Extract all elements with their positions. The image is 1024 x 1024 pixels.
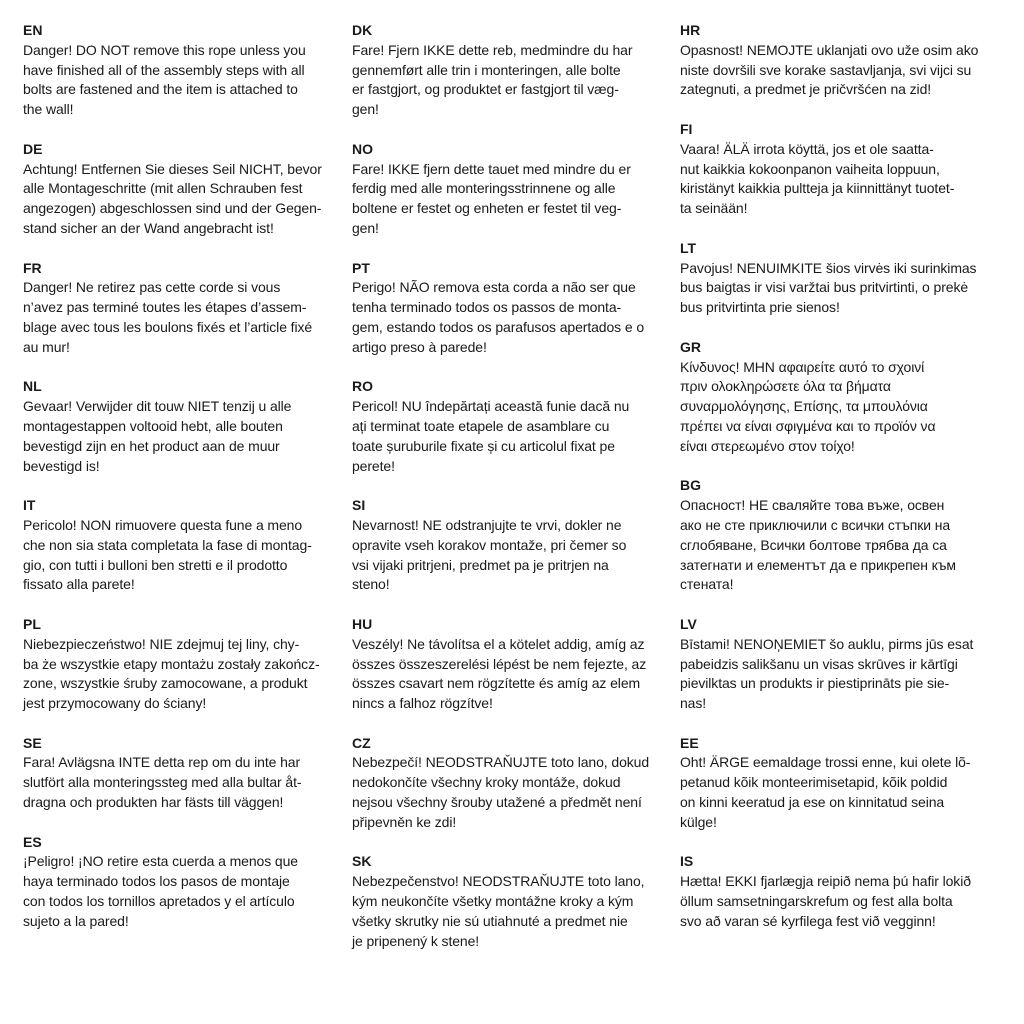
warning-text-line: dragna och produkten har fästs till väggen!	[23, 794, 284, 811]
warning-text-line: Опасност! НЕ сваляйте това въже, освен	[680, 497, 945, 514]
warning-text-line: au mur!	[23, 338, 70, 355]
warning-section-gr	[680, 338, 1010, 457]
warning-section-pt	[352, 259, 682, 358]
language-code: BG	[680, 477, 701, 494]
language-code: FI	[680, 120, 693, 137]
language-code: DE	[23, 140, 43, 157]
warning-text-line: Achtung! Entfernen Sie dieses Seil NICHT, bevor	[23, 160, 322, 177]
warning-section-es	[23, 833, 353, 932]
warning-section-de	[23, 140, 353, 239]
warning-text-line: Niebezpieczeństwo! NIE zdejmuj tej liny, chy-	[23, 635, 300, 652]
language-code: ES	[23, 833, 42, 850]
warning-section-no	[352, 140, 682, 239]
warning-text-line: nedokončíte všechny kroky montáže, dokud	[352, 774, 621, 791]
warning-text-line: blage avec tous les boulons fixés et l’article fixé	[23, 318, 313, 335]
warning-section-nl	[23, 377, 353, 476]
warning-text-line: připevněn ke zdi!	[352, 813, 457, 830]
warning-text-line: Κίνδυνος! ΜΗΝ αφαιρείτε αυτό το σχοινί	[680, 358, 925, 375]
warning-section-dk	[352, 21, 682, 120]
language-code: GR	[680, 338, 701, 355]
warning-text-line: zategnuti, a predmet je pričvršćen na zid!	[680, 81, 932, 98]
warning-text-line: nejsou všechny šrouby utažené a předmět není	[352, 794, 642, 811]
warning-text-line: Pericolo! NON rimuovere questa fune a meno	[23, 516, 303, 533]
language-code: PT	[352, 259, 370, 276]
warning-text-line: Nebezpečenstvo! NEODSTRAŇUJTE toto lano,	[352, 873, 645, 890]
language-code: HU	[352, 615, 373, 632]
warning-text-line: vsi vijaki pritrjeni, predmet pa je pritrjen na	[352, 556, 609, 573]
warning-text-line: ако не сте приключили с всички стъпки на	[680, 516, 951, 533]
warning-section-ro	[352, 377, 682, 476]
language-code: PL	[23, 615, 41, 632]
language-code: SI	[352, 497, 366, 514]
warning-text-line: che non sia stata completata la fase di montag-	[23, 536, 312, 553]
warning-text-line: bevestigd is!	[23, 457, 100, 474]
warning-text-line: con todos los tornillos apretados y el artículo	[23, 893, 295, 910]
warning-section-cz	[352, 734, 682, 833]
language-code: DK	[352, 22, 373, 38]
warning-text-line: slutfört alla monteringssteg med alla bultar åt-	[23, 774, 302, 791]
language-code: EN	[23, 22, 43, 38]
language-code: IT	[23, 497, 36, 514]
warning-text-line: ta seinään!	[680, 200, 748, 217]
warning-section-si	[352, 496, 682, 595]
warning-text-line: összes csavart nem rögzítette és amíg az elem	[352, 675, 641, 692]
warning-section-en	[23, 21, 353, 120]
warning-text-line: jest przymocowany do ściany!	[23, 695, 207, 712]
warning-text-line: er fastgjort, og produktet er fastgjort til væg-	[352, 81, 619, 98]
warning-text-line: ferdig med alle monteringsstrinnene og alle	[352, 180, 616, 197]
warning-section-hr	[680, 21, 1010, 100]
warning-section-it	[23, 496, 353, 595]
warning-text-line: zone, wszystkie śruby zamocowane, a produkt	[23, 675, 308, 692]
warning-text-line: montagestappen voltooid hebt, alle bouten	[23, 417, 283, 434]
warning-text-line: tenha terminado todos os passos de monta-	[352, 299, 622, 316]
warning-text-line: on kinni keeratud ja ese on kinnitatud seina	[680, 794, 945, 811]
warning-text-line: bus baigtas ir visi varžtai bus pritvirtinti, o prekė	[680, 279, 969, 296]
language-code: SE	[23, 734, 42, 751]
warning-text-line: Perigo! NÃO remova esta corda a não ser que	[352, 279, 636, 296]
warning-text-line: Vaara! ÄLÄ irrota köyttä, jos et ole saatta-	[680, 140, 934, 157]
warning-text-line: Danger! DO NOT remove this rope unless you	[23, 41, 306, 58]
warning-text-line: všetky skrutky nie sú utiahnuté a predmet nie	[352, 912, 628, 929]
warning-text-line: πρέπει να είναι σφιγμένα και το προϊόν να	[680, 417, 936, 434]
warning-text-line: Nebezpečí! NEODSTRAŇUJTE toto lano, dokud	[352, 754, 650, 771]
warning-text-line: boltene er festet og enheten er festet til veg-	[352, 200, 622, 217]
warning-text-line: sujeto a la pared!	[23, 912, 129, 929]
warning-text-line: Opasnost! NEMOJTE uklanjati ovo uže osim ako	[680, 41, 979, 58]
column-3	[680, 21, 1010, 951]
warning-text-line: bolts are fastened and the item is attached to	[23, 81, 298, 98]
warning-text-line: öllum samsetningarskrefum og fest alla bolta	[680, 893, 953, 910]
warning-text-line: Pericol! NU îndepărtați această funie dacă nu	[352, 398, 630, 415]
warning-text-line: toate șuruburile fixate și cu articolul fixat pe	[352, 437, 615, 454]
warning-text-line: ¡Peligro! ¡NO retire esta cuerda a menos que	[23, 853, 298, 870]
warning-text-line: fissato alla parete!	[23, 576, 135, 593]
warning-text-line: bevestigd zijn en het product aan de muur	[23, 437, 280, 454]
warning-text-line: затегнати и елементът да е прикрепен към	[680, 556, 956, 573]
warning-text-line: gem, estando todos os parafusos apertados e o	[352, 318, 645, 335]
warning-text-line: συναρμολόγησης, Επίσης, τα μπουλόνια	[680, 398, 928, 415]
warning-text-line: kiristänyt kaikkia pultteja ja kiinnittänyt tuotet-	[680, 180, 955, 197]
warning-text-line: petanud kõik monteerimisetapid, kõik poldid	[680, 774, 948, 791]
warning-text-line: angezogen) abgeschlossen sind und der Gegen-	[23, 200, 322, 217]
warning-text-line: pabeidzis salikšanu un visas skrūves ir kārtīgi	[680, 655, 958, 672]
warning-text-line: haya terminado todos los pasos de montaje	[23, 873, 290, 890]
warning-text-line: Veszély! Ne távolítsa el a kötelet addig, amíg az	[352, 635, 645, 652]
warning-text-line: gen!	[352, 219, 379, 236]
language-code: EE	[680, 734, 699, 751]
warning-text-line: svo að varan sé kyrfilega fest við vegginn!	[680, 912, 936, 929]
warning-section-fr	[23, 259, 353, 358]
warning-text-line: stand sicher an der Wand angebracht ist!	[23, 219, 274, 236]
warning-text-line: n’avez pas terminé toutes les étapes d’assem-	[23, 299, 307, 316]
language-code: NL	[23, 378, 42, 395]
column-1	[23, 21, 353, 951]
warning-text-line: Gevaar! Verwijder dit touw NIET tenzij u alle	[23, 398, 292, 415]
warning-text-line: je pripenený k stene!	[352, 932, 480, 949]
language-code: LT	[680, 239, 697, 256]
warning-text-line: Fare! Fjern IKKE dette reb, medmindre du har	[352, 41, 633, 58]
warning-text-line: Pavojus! NENUIMKITE šios virvės iki surinkimas	[680, 259, 977, 276]
language-code: FR	[23, 259, 42, 276]
warning-text-line: gennemført alle trin i monteringen, alle bolte	[352, 61, 621, 78]
warning-text-line: have finished all of the assembly steps with all	[23, 61, 305, 78]
warning-text-line: steno!	[352, 576, 390, 593]
warning-text-line: pievilktas un produkts ir piestiprināts pie sie-	[680, 675, 950, 692]
warning-text-line: είναι στερεωμένο στον τοίχο!	[680, 437, 855, 454]
warning-text-line: πριν ολοκληρώσετε όλα τα βήματα	[680, 378, 891, 395]
warning-text-line: gio, con tutti i bulloni ben stretti e il prodotto	[23, 556, 288, 573]
language-code: CZ	[352, 734, 371, 751]
warning-text-line: bus pritvirtinta prie sienos!	[680, 299, 840, 316]
warning-section-is	[680, 852, 1010, 931]
warning-text-line: niste dovršili sve korake sastavljanja, svi vijci su	[680, 61, 972, 78]
warning-section-bg	[680, 476, 1010, 595]
warning-section-sk	[352, 852, 682, 951]
column-2	[352, 21, 682, 971]
warning-text-line: ba że wszystkie etapy montażu zostały zakończ-	[23, 655, 320, 672]
warning-text-line: gen!	[352, 101, 379, 118]
warning-section-lt	[680, 239, 1010, 318]
warning-text-line: Hætta! EKKI fjarlægja reipið nema þú hafir lokið	[680, 873, 971, 890]
warning-text-line: Nevarnost! NE odstranjujte te vrvi, dokler ne	[352, 516, 622, 533]
warning-section-hu	[352, 615, 682, 714]
warning-text-line: artigo preso à parede!	[352, 338, 487, 355]
warning-text-line: perete!	[352, 457, 395, 474]
language-code: SK	[352, 853, 372, 870]
language-code: RO	[352, 378, 373, 395]
warning-text-line: külge!	[680, 813, 717, 830]
warning-text-line: nincs a falhoz rögzítve!	[352, 695, 493, 712]
language-code: LV	[680, 615, 697, 632]
warning-text-line: Bīstami! NENOŅEMIET šo auklu, pirms jūs esat	[680, 635, 974, 652]
warning-text-line: kým neukončíte všetky montážne kroky a kým	[352, 893, 634, 910]
warning-text-line: стената!	[680, 576, 734, 593]
warning-section-lv	[680, 615, 1010, 714]
warning-text-line: nut kaikkia kokoonpanon vaiheita loppuun,	[680, 160, 940, 177]
warning-text-line: Fara! Avlägsna INTE detta rep om du inte har	[23, 754, 301, 771]
warning-section-ee	[680, 734, 1010, 833]
warning-text-line: Oht! ÄRGE eemaldage trossi enne, kui olete lõ-	[680, 754, 971, 771]
warning-text-line: alle Montageschritte (mit allen Schrauben fest	[23, 180, 303, 197]
language-code: IS	[680, 853, 694, 870]
language-code: HR	[680, 22, 701, 38]
warning-text-line: opravite vseh korakov montaže, pri čemer so	[352, 536, 627, 553]
warning-section-se	[23, 734, 353, 813]
warning-text-line: nas!	[680, 695, 707, 712]
warning-section-fi	[680, 120, 1010, 219]
warning-text-line: ați terminat toate etapele de asamblare cu	[352, 417, 610, 434]
warning-text-line: összes összeszerelési lépést be nem fejezte, az	[352, 655, 647, 672]
warning-text-line: сглобяване, Всички болтове трябва да са	[680, 536, 947, 553]
warning-section-pl	[23, 615, 353, 714]
warning-text-line: Danger! Ne retirez pas cette corde si vous	[23, 279, 281, 296]
language-code: NO	[352, 140, 373, 157]
warning-text-line: the wall!	[23, 101, 74, 118]
warning-text-line: Fare! IKKE fjern dette tauet med mindre du er	[352, 160, 631, 177]
